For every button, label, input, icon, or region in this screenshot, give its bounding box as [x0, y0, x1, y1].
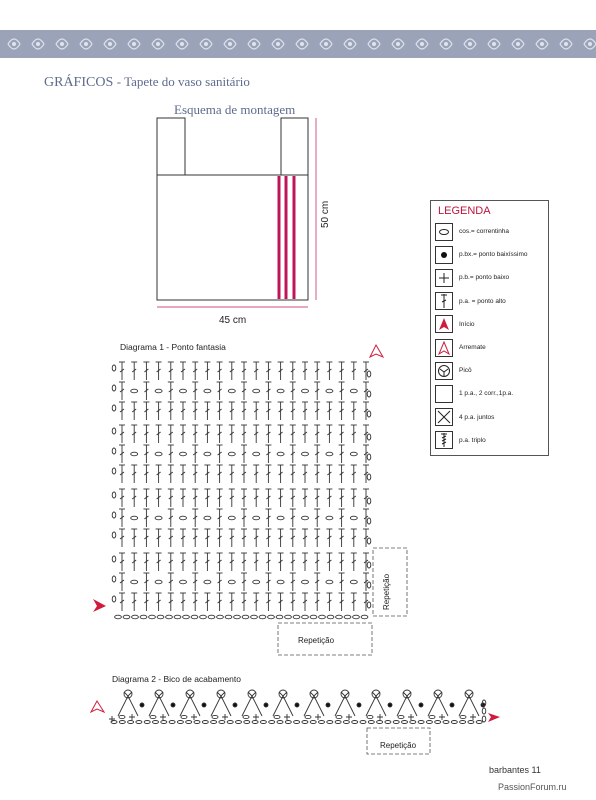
- edging-motifs: [109, 690, 486, 724]
- assembly-scheme-title: Esquema de montagem: [174, 102, 296, 117]
- legend-label: p.b.= ponto baixo: [459, 274, 510, 282]
- section-title: GRÁFICOS: [44, 75, 114, 90]
- height-label: 50 cm: [320, 200, 331, 228]
- legend-label: p.a. triplo: [459, 436, 486, 444]
- legend-label: cos.= correntinha: [459, 228, 510, 236]
- legend-label: p.bx.= ponto baixíssimo: [459, 251, 528, 259]
- legend-label: Início: [459, 320, 475, 328]
- diagram1-title: Diagrama 1 - Ponto fantasia: [120, 342, 226, 352]
- legend-title: LEGENDA: [438, 205, 491, 217]
- watermark: PassionForum.ru: [498, 782, 567, 792]
- width-label: 45 cm: [219, 315, 247, 326]
- diagram2-repeat-label: Repetição: [380, 741, 417, 750]
- legend-label: Picô: [459, 367, 472, 375]
- start-arrow-icon: [488, 713, 500, 722]
- diagram1-repeat-label-horizontal: Repetição: [298, 636, 335, 645]
- section-subtitle: - Tapete do vaso sanitário: [116, 74, 250, 89]
- diagram2-title: Diagrama 2 - Bico de acabamento: [112, 674, 241, 684]
- legend-label: 4 p.a. juntos: [459, 413, 495, 421]
- legend-label: 1 p.a., 2 corr.,1p.a.: [459, 390, 514, 398]
- legend-label: Arremate: [459, 344, 486, 352]
- finish-arrow-icon: [91, 701, 104, 712]
- diagram1-repeat-label-vertical: Repetição: [382, 573, 391, 610]
- legend-label: p.a. = ponto alto: [459, 297, 506, 305]
- page-footer: barbantes 11: [489, 765, 541, 775]
